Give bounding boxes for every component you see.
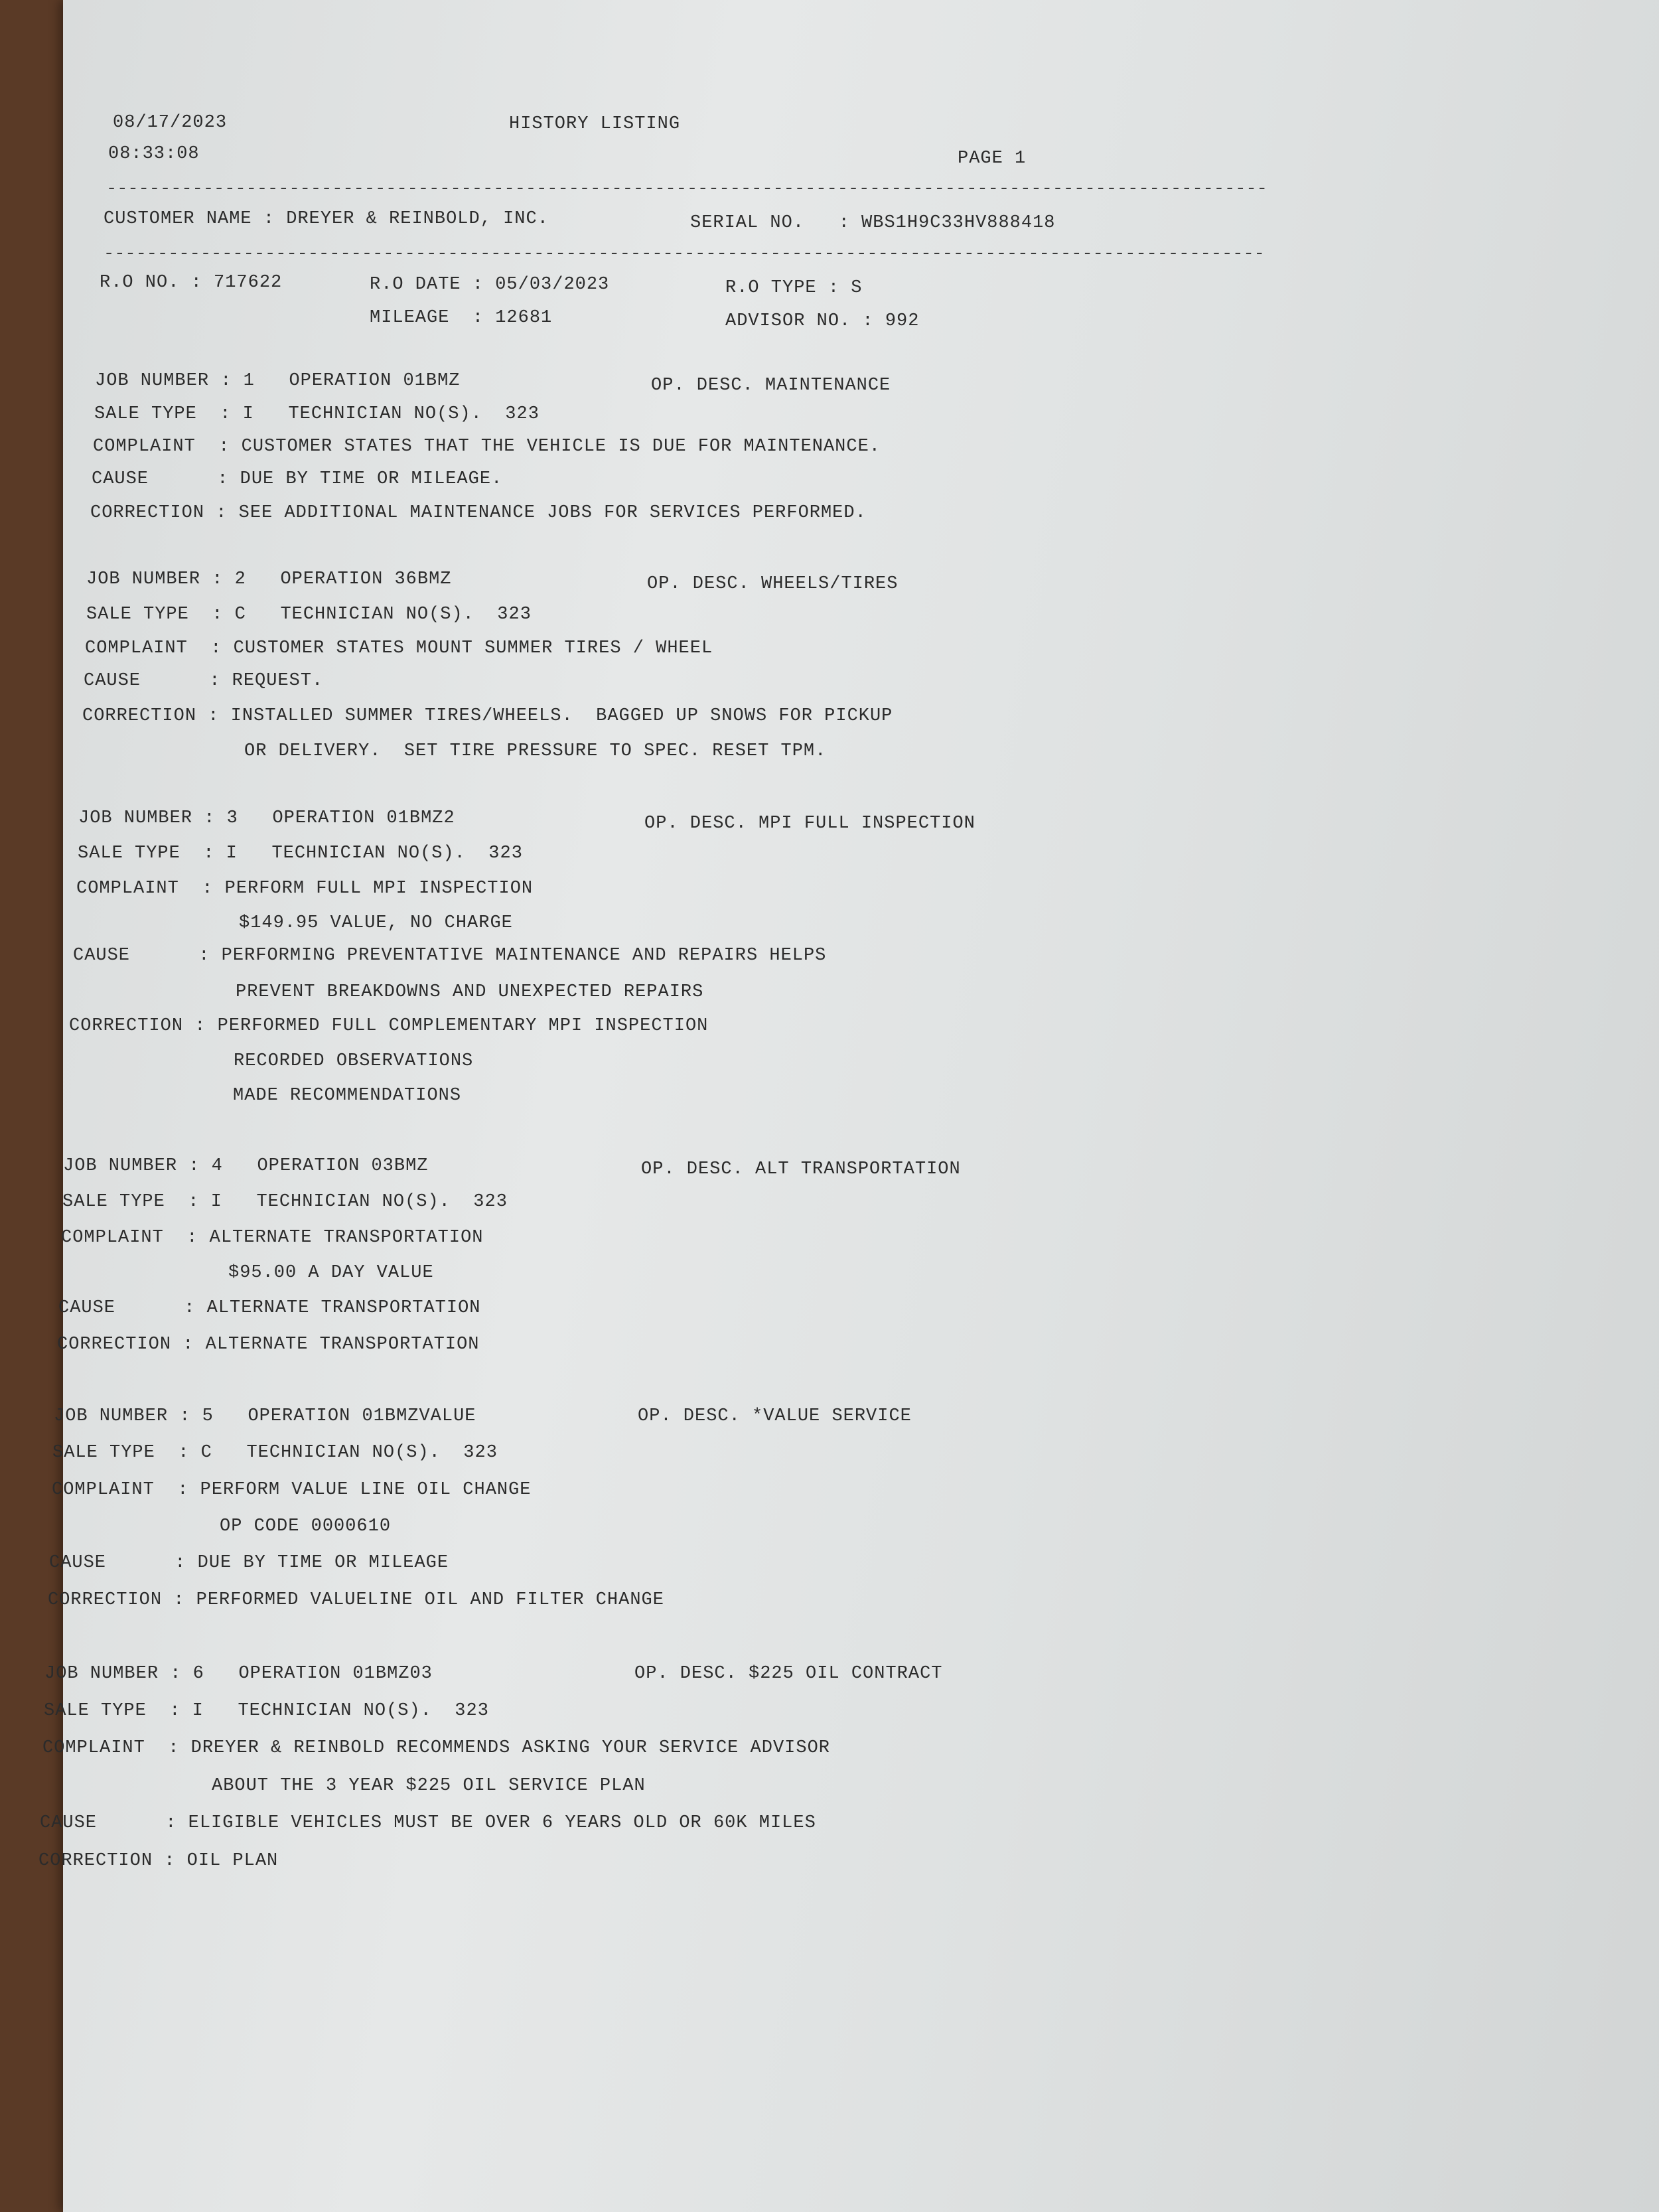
correction: CORRECTION : OIL PLAN [38, 1851, 279, 1871]
sale-type: SALE TYPE : I TECHNICIAN NO(S). 323 [94, 404, 540, 424]
job-header: JOB NUMBER : 3 OPERATION 01BMZ2 [78, 808, 455, 828]
ro-type: R.O TYPE : S [725, 278, 863, 298]
cause: CAUSE : PERFORMING PREVENTATIVE MAINTENANCE AND REPAIRS HELPS [73, 946, 827, 966]
op-description: OP. DESC. WHEELS/TIRES [647, 574, 899, 594]
complaint-continued: $95.00 A DAY VALUE [228, 1263, 434, 1283]
job-header: JOB NUMBER : 4 OPERATION 03BMZ [63, 1156, 429, 1176]
separator-rule: ------------------------------------------------------------------------------------------------------------ [106, 179, 1267, 199]
correction: CORRECTION : PERFORMED VALUELINE OIL AND FILTER CHANGE [48, 1590, 664, 1610]
separator-rule: ------------------------------------------------------------------------------------------------------------ [104, 244, 1265, 264]
cause: CAUSE : ALTERNATE TRANSPORTATION [58, 1298, 481, 1318]
page-number: PAGE 1 [958, 149, 1027, 169]
correction-continued: RECORDED OBSERVATIONS [234, 1051, 474, 1071]
complaint: COMPLAINT : DREYER & REINBOLD RECOMMENDS ASKING YOUR SERVICE ADVISOR [42, 1738, 830, 1758]
op-description: OP. DESC. MAINTENANCE [651, 376, 891, 396]
ro-number: R.O NO. : 717622 [100, 273, 283, 293]
cause-continued: PREVENT BREAKDOWNS AND UNEXPECTED REPAIRS [236, 982, 704, 1002]
ro-date: R.O DATE : 05/03/2023 [370, 275, 610, 295]
complaint: COMPLAINT : CUSTOMER STATES THAT THE VEHICLE IS DUE FOR MAINTENANCE. [93, 437, 881, 457]
sale-type: SALE TYPE : C TECHNICIAN NO(S). 323 [86, 605, 532, 625]
sale-type: SALE TYPE : I TECHNICIAN NO(S). 323 [62, 1192, 508, 1212]
document-title: HISTORY LISTING [509, 114, 681, 134]
sale-type: SALE TYPE : I TECHNICIAN NO(S). 323 [78, 844, 523, 863]
paper-sheet [63, 0, 1659, 2212]
correction: CORRECTION : SEE ADDITIONAL MAINTENANCE JOBS FOR SERVICES PERFORMED. [90, 503, 867, 523]
correction: CORRECTION : INSTALLED SUMMER TIRES/WHEELS. BAGGED UP SNOWS FOR PICKUP [82, 706, 893, 726]
serial-number: SERIAL NO. : WBS1H9C33HV888418 [690, 213, 1056, 233]
job-header: JOB NUMBER : 5 OPERATION 01BMZVALUE [54, 1406, 476, 1426]
print-time: 08:33:08 [108, 144, 200, 164]
cause: CAUSE : REQUEST. [84, 671, 324, 691]
customer-name: CUSTOMER NAME : DREYER & REINBOLD, INC. [104, 209, 549, 229]
complaint: COMPLAINT : CUSTOMER STATES MOUNT SUMMER TIRES / WHEEL [85, 638, 713, 658]
complaint-continued: OP CODE 0000610 [220, 1516, 392, 1536]
correction: CORRECTION : ALTERNATE TRANSPORTATION [57, 1335, 480, 1355]
mileage: MILEAGE : 12681 [370, 308, 553, 328]
cause: CAUSE : DUE BY TIME OR MILEAGE. [92, 469, 503, 489]
advisor-number: ADVISOR NO. : 992 [725, 311, 920, 331]
job-header: JOB NUMBER : 6 OPERATION 01BMZ03 [44, 1664, 433, 1684]
sale-type: SALE TYPE : I TECHNICIAN NO(S). 323 [44, 1701, 489, 1721]
print-date: 08/17/2023 [113, 113, 228, 133]
cause: CAUSE : ELIGIBLE VEHICLES MUST BE OVER 6 YEARS OLD OR 60K MILES [40, 1813, 816, 1833]
complaint-continued: $149.95 VALUE, NO CHARGE [239, 913, 513, 933]
correction-continued: MADE RECOMMENDATIONS [233, 1086, 462, 1106]
job-header: JOB NUMBER : 1 OPERATION 01BMZ [95, 371, 461, 391]
job-header: JOB NUMBER : 2 OPERATION 36BMZ [86, 569, 452, 589]
cause: CAUSE : DUE BY TIME OR MILEAGE [49, 1553, 449, 1573]
correction-continued: OR DELIVERY. SET TIRE PRESSURE TO SPEC. RESET TPM. [244, 741, 827, 761]
complaint: COMPLAINT : PERFORM VALUE LINE OIL CHANGE [52, 1480, 532, 1500]
op-description: OP. DESC. MPI FULL INSPECTION [644, 814, 975, 834]
complaint: COMPLAINT : ALTERNATE TRANSPORTATION [61, 1228, 484, 1248]
op-description: OP. DESC. ALT TRANSPORTATION [641, 1159, 961, 1179]
complaint: COMPLAINT : PERFORM FULL MPI INSPECTION [76, 879, 534, 899]
complaint-continued: ABOUT THE 3 YEAR $225 OIL SERVICE PLAN [212, 1776, 646, 1796]
sale-type: SALE TYPE : C TECHNICIAN NO(S). 323 [52, 1443, 498, 1463]
correction: CORRECTION : PERFORMED FULL COMPLEMENTARY MPI INSPECTION [69, 1016, 709, 1036]
op-description: OP. DESC. *VALUE SERVICE [638, 1406, 912, 1426]
op-description: OP. DESC. $225 OIL CONTRACT [634, 1664, 943, 1684]
